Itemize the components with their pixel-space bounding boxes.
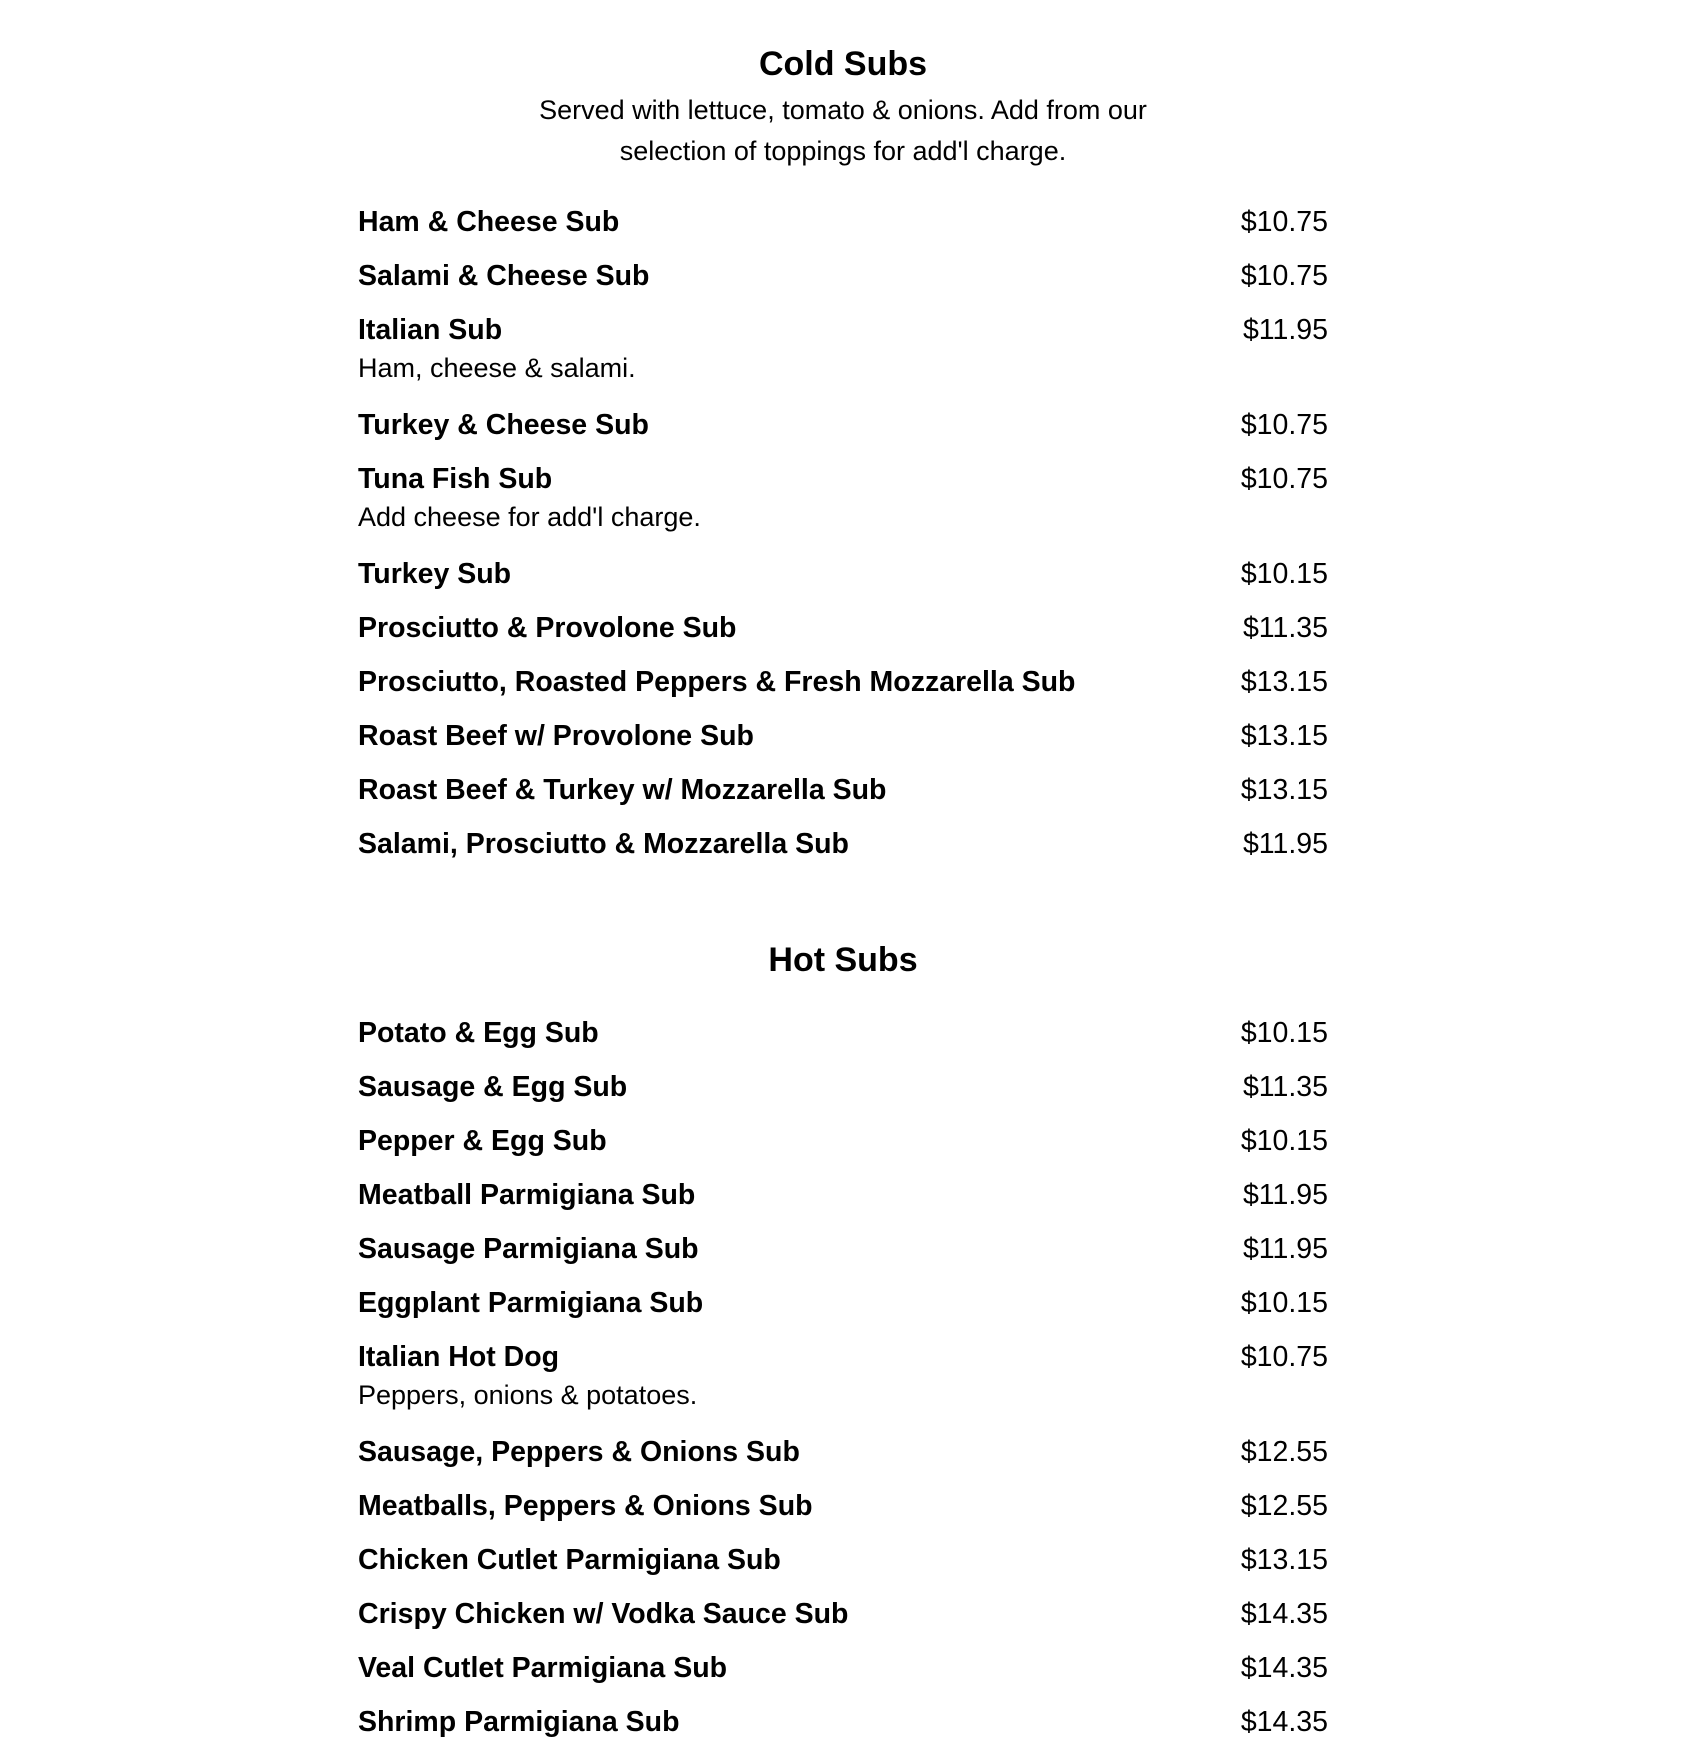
menu-item-name: Turkey & Cheese Sub (358, 409, 649, 441)
menu-item-price: $11.95 (1242, 1233, 1328, 1265)
menu-item (358, 1168, 1328, 1222)
menu-item (358, 452, 1328, 547)
menu-item-name: Italian Hot Dog (358, 1341, 560, 1373)
menu-item-name: Pepper & Egg Sub (358, 1125, 607, 1157)
menu-item-price: $10.15 (1240, 1287, 1328, 1319)
menu-item-price: $10.75 (1240, 409, 1328, 441)
menu-item-price: $14.35 (1240, 1598, 1328, 1630)
menu-item-name: Veal Cutlet Parmigiana Sub (358, 1652, 728, 1684)
menu-item-name: Italian Sub (358, 314, 503, 346)
menu-item-price: $10.75 (1240, 1341, 1328, 1373)
menu-item (358, 1276, 1328, 1330)
menu-item (358, 1114, 1328, 1168)
menu-item (358, 249, 1328, 303)
menu-item (358, 195, 1328, 249)
menu-item-name: Prosciutto, Roasted Peppers & Fresh Mozzarella Sub (358, 666, 1076, 698)
menu-item (358, 1533, 1328, 1587)
menu-item-price: $11.35 (1242, 612, 1328, 644)
menu-item-description: Peppers, onions & potatoes. (358, 1380, 698, 1410)
menu-item (358, 547, 1328, 601)
menu-item-description: Add cheese for add'l charge. (358, 502, 701, 532)
menu-item-name: Turkey Sub (358, 558, 512, 590)
menu-item-price: $11.95 (1242, 314, 1328, 346)
menu-item-name: Sausage, Peppers & Onions Sub (358, 1436, 800, 1468)
menu-item-name: Crispy Chicken w/ Vodka Sauce Sub (358, 1598, 849, 1630)
menu-item-name: Sausage & Egg Sub (358, 1071, 628, 1103)
menu-item-name: Potato & Egg Sub (358, 1017, 599, 1049)
cold-subs-description: Served with lettuce, tomato & onions. Add from our selection of toppings for add'l charge. (539, 95, 1147, 166)
menu-item-name: Eggplant Parmigiana Sub (358, 1287, 704, 1319)
menu-item-price: $10.75 (1240, 463, 1328, 495)
menu-item-price: $13.15 (1240, 774, 1328, 806)
menu-item-description: Ham, cheese & salami. (358, 353, 636, 383)
menu-item-name: Salami, Prosciutto & Mozzarella Sub (358, 828, 849, 860)
menu-item-name: Tuna Fish Sub (358, 463, 553, 495)
menu-item (358, 1425, 1328, 1479)
menu-item-price: $13.15 (1240, 666, 1328, 698)
menu-item-price: $10.75 (1240, 260, 1328, 292)
menu-item-name: Shrimp Parmigiana Sub (358, 1706, 680, 1738)
menu-item-name: Sausage Parmigiana Sub (358, 1233, 699, 1265)
cold-subs-list (358, 195, 1328, 871)
menu-item-price: $13.15 (1240, 720, 1328, 752)
menu-item (358, 817, 1328, 871)
menu-item (358, 655, 1328, 709)
menu-item-price: $14.35 (1240, 1652, 1328, 1684)
menu-item-price: $11.95 (1242, 1179, 1328, 1211)
menu-item (358, 1330, 1328, 1425)
menu-item (358, 398, 1328, 452)
menu-item-price: $10.15 (1240, 1017, 1328, 1049)
menu-item (358, 763, 1328, 817)
menu-item-name: Salami & Cheese Sub (358, 260, 650, 292)
menu-item-price: $12.55 (1240, 1490, 1328, 1522)
menu-item-name: Meatballs, Peppers & Onions Sub (358, 1490, 813, 1522)
menu-item-price: $13.15 (1240, 1544, 1328, 1576)
menu-item-price: $11.95 (1242, 828, 1328, 860)
menu-item-price: $11.35 (1242, 1071, 1328, 1103)
menu-item (358, 1060, 1328, 1114)
menu-item (358, 601, 1328, 655)
menu-item (358, 1587, 1328, 1641)
hot-subs-section (358, 940, 1328, 1749)
menu-item-name: Prosciutto & Provolone Sub (358, 612, 737, 644)
hot-subs-list (358, 1006, 1328, 1749)
menu-item-name: Roast Beef w/ Provolone Sub (358, 720, 754, 752)
menu-item (358, 303, 1328, 398)
menu-item-name: Roast Beef & Turkey w/ Mozzarella Sub (358, 774, 887, 806)
cold-subs-title: Cold Subs (758, 45, 928, 83)
menu-item-price: $10.15 (1240, 558, 1328, 590)
menu-item (358, 1695, 1328, 1749)
menu-item-price: $10.15 (1240, 1125, 1328, 1157)
menu-item-name: Ham & Cheese Sub (358, 206, 620, 238)
menu-item-price: $14.35 (1240, 1706, 1328, 1738)
menu-item-name: Meatball Parmigiana Sub (358, 1179, 696, 1211)
menu-item-price: $12.55 (1240, 1436, 1328, 1468)
cold-subs-section (358, 44, 1328, 871)
menu-item (358, 1479, 1328, 1533)
menu-item (358, 1222, 1328, 1276)
menu-item (358, 709, 1328, 763)
menu-item (358, 1641, 1328, 1695)
menu-item-price: $10.75 (1240, 206, 1328, 238)
menu-item (358, 1006, 1328, 1060)
menu-item-name: Chicken Cutlet Parmigiana Sub (358, 1544, 781, 1576)
hot-subs-title: Hot Subs (768, 941, 918, 979)
